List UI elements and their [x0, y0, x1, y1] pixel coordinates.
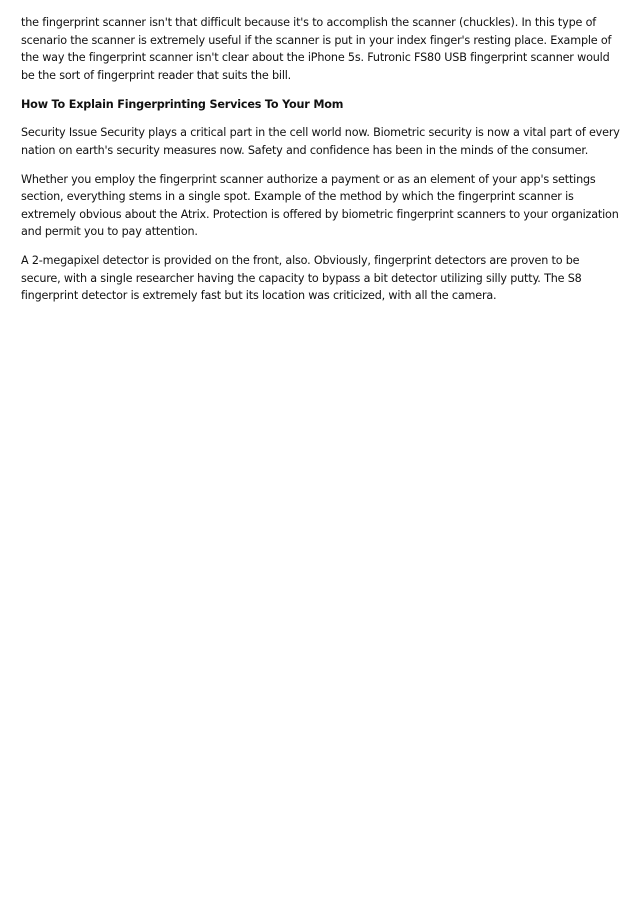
body-paragraph: Whether you employ the fingerprint scanner authorize a payment or as an element of your app's settings section, everything stems in a single spot. Example of the method by which the fingerprint scanner is extremely obvious about the Atrix. Protection is offered by biometric fingerprint scanners to your organization and permit you to pay attention.: [21, 172, 619, 239]
intro-paragraph: the fingerprint scanner isn't that difficult because it's to accomplish the scanner (chuckles). In this type of scenario the scanner is extremely useful if the scanner is put in your index finger's resting place. Example of the way the fingerprint scanner isn't clear about the iPhone 5s. Futronic FS80 USB fingerprint scanner would be the sort of fingerprint reader that suits the bill.: [21, 16, 612, 82]
body-paragraph: A 2-megapixel detector is provided on the front, also. Obviously, fingerprint detectors are proven to be secure, with a single researcher having the capacity to bypass a bit detector utilizing silly putty. The S8 fingerprint detector is extremely fast but its location was criticized, with all the camera.: [21, 253, 582, 303]
body-paragraph: Security Issue Security plays a critical part in the cell world now. Biometric security is now a vital part of every nation on earth's security measures now. Safety and confidence has been in the minds of the consumer.: [21, 126, 620, 157]
document-body: [21, 14, 621, 316]
section-heading: How To Explain Fingerprinting Services To Your Mom: [21, 98, 344, 112]
